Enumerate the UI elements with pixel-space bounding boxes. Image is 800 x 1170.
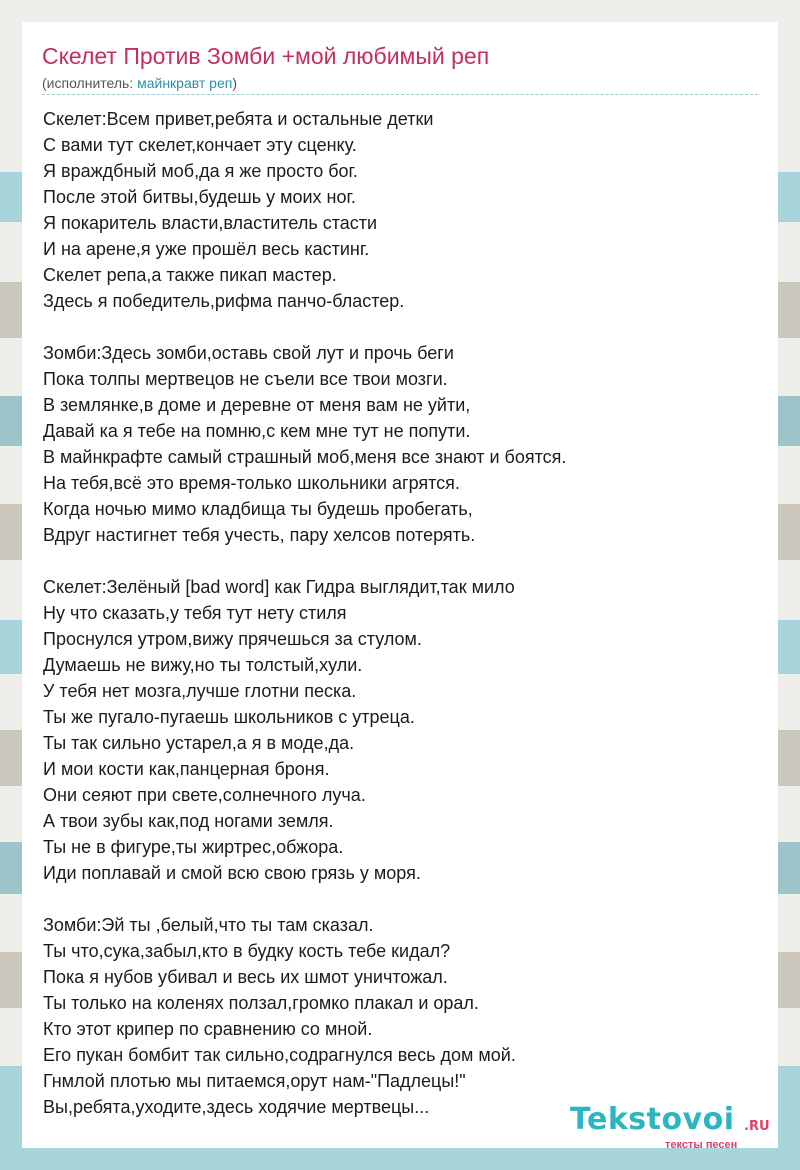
artist-line — [42, 75, 237, 91]
artist-link[interactable]: майнкравт реп — [137, 75, 233, 91]
lyric-line: Вдруг настигнет тебя учесть, пару хелсов потерять. — [43, 525, 476, 545]
lyric-line: У тебя нет мозга,лучше глотни песка. — [43, 681, 357, 701]
lyric-line: Я покаритель власти,властитель стасти — [43, 213, 378, 233]
lyric-line: Вы,ребята,уходите,здесь ходячие мертвецы... — [43, 1097, 430, 1117]
tekstovoi-logo[interactable] — [570, 1102, 780, 1152]
lyric-line: Ты что,сука,забыл,кто в будку кость тебе кидал? — [43, 941, 451, 961]
lyric-line: С вами тут скелет,кончает эту сценку. — [43, 135, 357, 155]
lyric-line: В майнкрафте самый страшный моб,меня все знают и боятся. — [43, 447, 567, 467]
lyric-line: И мои кости как,панцерная броня. — [43, 759, 330, 779]
lyric-line: Ты так сильно устарел,а я в моде,да. — [43, 733, 355, 753]
lyric-line: Проснулся утром,вижу прячешься за стулом. — [43, 629, 422, 649]
lyric-line: И на арене,я уже прошёл весь кастинг. — [43, 239, 370, 259]
dashed-divider — [42, 94, 758, 95]
lyrics-stanza — [43, 912, 763, 1120]
lyric-line: Скелет:Зелёный [bad word] как Гидра выглядит,так мило — [43, 577, 515, 597]
lyric-line: На тебя,всё это время-только школьники агрятся. — [43, 473, 460, 493]
lyric-line: А твои зубы как,под ногами земля. — [43, 811, 334, 831]
logo-tld: .RU — [744, 1119, 770, 1134]
lyric-line: Пока толпы мертвецов не съели все твои мозги. — [43, 369, 448, 389]
lyric-line: Зомби:Здесь зомби,оставь свой лут и прочь беги — [43, 343, 454, 363]
lyric-line: Ты же пугало-пугаешь школьников с утреца. — [43, 707, 415, 727]
lyrics-body — [43, 106, 763, 1146]
lyric-line: Иди поплавай и смой всю свою грязь у моря. — [43, 863, 421, 883]
song-title: Скелет Против Зомби +мой любимый реп — [42, 43, 490, 69]
lyric-line: Скелет репа,а также пикап мастер. — [43, 265, 337, 285]
lyrics-stanza — [43, 106, 763, 314]
lyric-line: Ты не в фигуре,ты жиртрес,обжора. — [43, 837, 344, 857]
lyric-line: Давай ка я тебе на помню,с кем мне тут не попути. — [43, 421, 471, 441]
lyric-line: Думаешь не вижу,но ты толстый,хули. — [43, 655, 363, 675]
lyric-line: Скелет:Всем привет,ребята и остальные детки — [43, 109, 434, 129]
lyric-line: Гнмлой плотью мы питаемся,орут нам-"Падлецы!" — [43, 1071, 466, 1091]
lyric-line: Они сеяют при свете,солнечного луча. — [43, 785, 366, 805]
lyric-line: Когда ночью мимо кладбища ты будешь пробегать, — [43, 499, 473, 519]
lyric-line: Здесь я победитель,рифма панчо-бластер. — [43, 291, 405, 311]
lyric-line: Кто этот крипер по сравнению со мной. — [43, 1019, 373, 1039]
lyrics-stanza — [43, 340, 763, 548]
lyric-line: Его пукан бомбит так сильно,содрагнулся весь дом мой. — [43, 1045, 516, 1065]
artist-prefix: (исполнитель: — [42, 75, 138, 91]
logo-tagline: тексты песен — [665, 1139, 738, 1151]
logo-wordmark: Tekstovoi — [570, 1102, 735, 1137]
lyric-line: После этой битвы,будешь у моих ног. — [43, 187, 356, 207]
lyrics-stanza — [43, 574, 763, 886]
lyric-line: Я враждбный моб,да я же просто бог. — [43, 161, 358, 181]
lyric-line: Ты только на коленях ползал,громко плакал и орал. — [43, 993, 479, 1013]
artist-suffix: ) — [232, 75, 238, 91]
lyric-line: Ну что сказать,у тебя тут нету стиля — [43, 603, 347, 623]
lyric-line: В землянке,в доме и деревне от меня вам не уйти, — [43, 395, 471, 415]
lyric-line: Пока я нубов убивал и весь их шмот уничтожал. — [43, 967, 448, 987]
lyric-line: Зомби:Эй ты ,белый,что ты там сказал. — [43, 915, 374, 935]
